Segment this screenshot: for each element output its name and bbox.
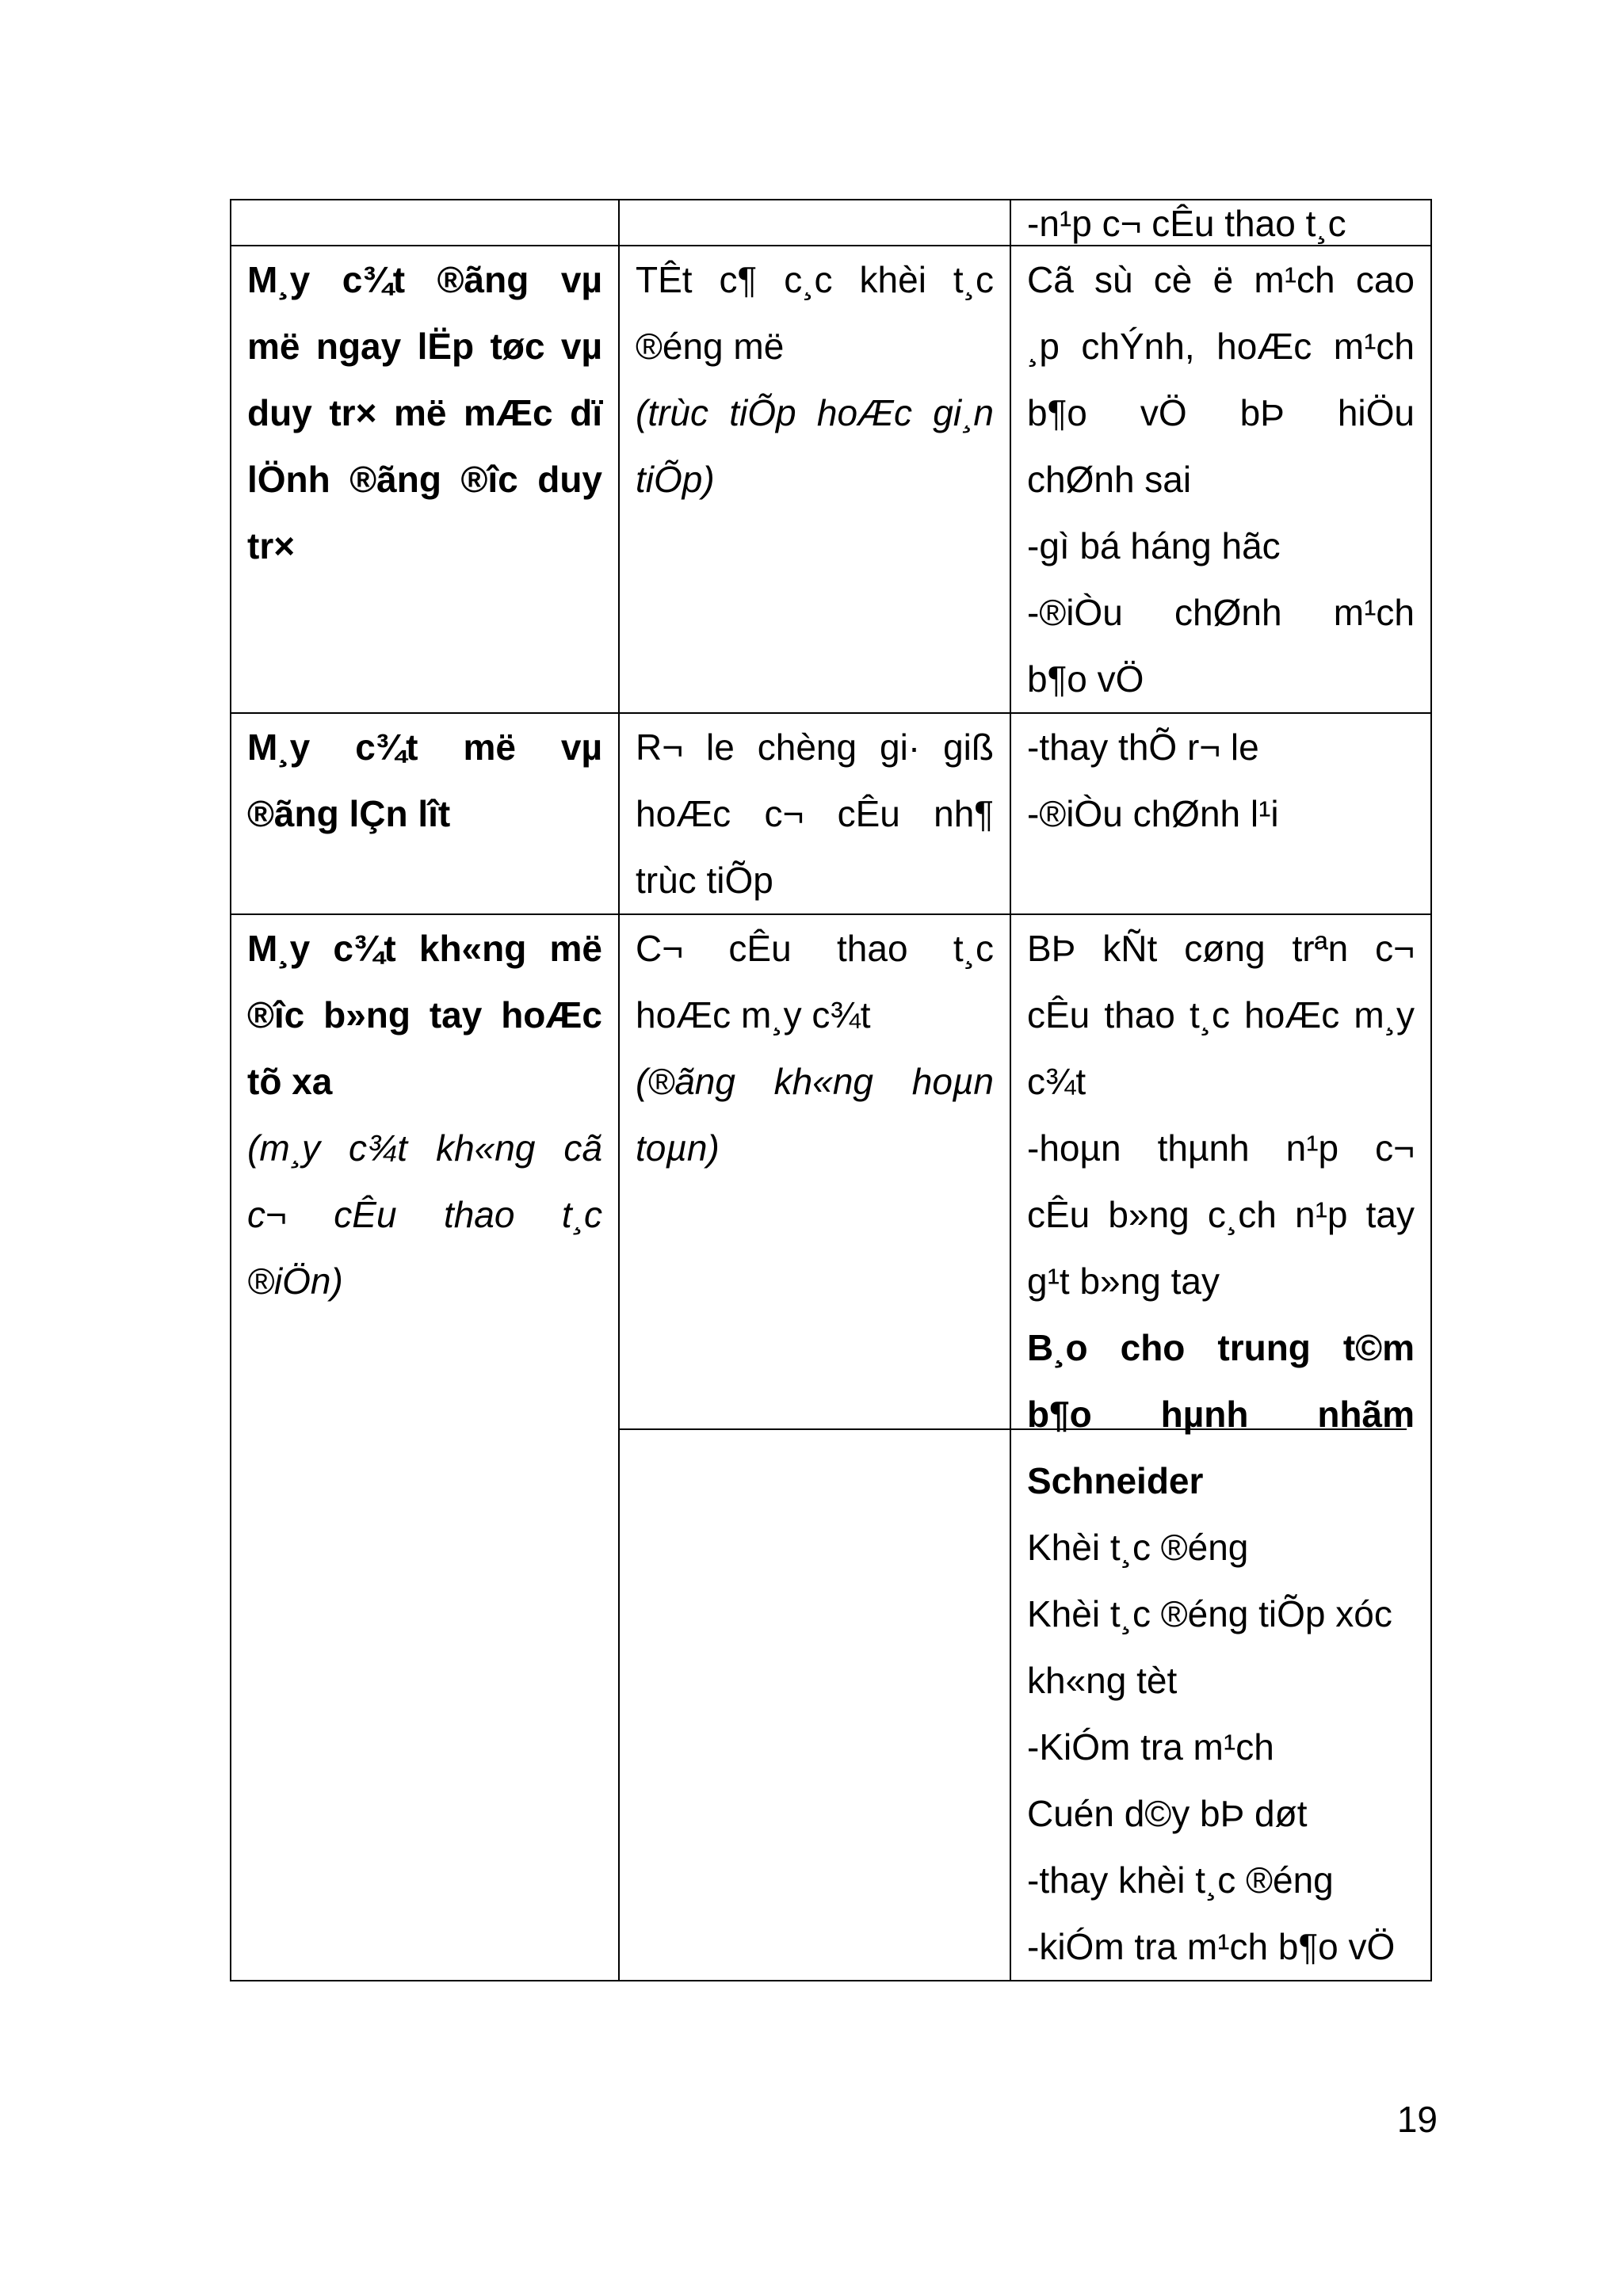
cell-text: chØnh sai <box>1027 459 1192 500</box>
cell-text: c¾t <box>1027 1061 1086 1102</box>
cell-text: ¸p chÝnh, hoÆc m¹ch <box>1027 326 1415 367</box>
cell-divider <box>618 1428 1407 1430</box>
cell-text: -®iÒu chØnh m¹ch <box>1027 592 1415 633</box>
cell-text: cÊu thao t¸c hoÆc m¸y <box>1027 994 1415 1035</box>
remedy-cell <box>1010 713 1431 914</box>
table-cell <box>231 200 619 246</box>
cell-text: M¸y c¾t ®ãng vµ <box>247 259 602 300</box>
cell-text: -n¹p c¬ cÊu thao t¸c <box>1027 203 1346 244</box>
cell-text: kh«ng tèt <box>1027 1660 1178 1701</box>
table-cell <box>1010 200 1431 246</box>
cell-text: (®ãng kh«ng hoµn <box>636 1061 994 1102</box>
cell-text: Schneider <box>1027 1460 1204 1501</box>
cell-text: M¸y c¾t më vµ <box>247 727 602 768</box>
cell-text: tõ xa <box>247 1061 333 1102</box>
cell-text: trùc tiÕp <box>636 860 773 901</box>
cell-text: lÖnh ®ãng ®îc duy <box>247 459 602 500</box>
cell-text: ®ãng lÇn lît <box>247 793 451 834</box>
cell-text: B¸o cho trung t©m <box>1027 1327 1415 1368</box>
cell-text: tr× <box>247 525 296 566</box>
cell-text: cÊu b»ng c¸ch n¹p tay <box>1027 1194 1415 1235</box>
cell-text: më ngay lËp tøc vµ <box>247 326 602 367</box>
cell-text: b¶o vÖ bÞ hiÖu <box>1027 392 1415 433</box>
cell-text: -kiÓm tra m¹ch b¶o vÖ <box>1027 1926 1396 1967</box>
fault-cell <box>231 713 619 914</box>
cell-text: -®iÒu chØnh l¹i <box>1027 793 1279 834</box>
page-number: 19 <box>1396 2099 1438 2140</box>
cell-text: hoÆc c¬ cÊu nh¶ <box>636 793 994 834</box>
cell-text: R¬ le chèng gi· giß <box>636 727 994 768</box>
cell-text: ®îc b»ng tay hoÆc <box>247 994 602 1035</box>
cell-text: b¶o hµnh nhãm <box>1027 1394 1415 1435</box>
cell-text: tiÕp) <box>636 459 715 500</box>
cell-text: toµn) <box>636 1127 720 1169</box>
cell-text: Khèi t¸c ®éng tiÕp xóc <box>1027 1593 1392 1634</box>
cause-cell <box>619 713 1010 914</box>
maintenance-table <box>230 199 1432 1981</box>
cell-text: (trùc tiÕp hoÆc gi¸n <box>636 392 994 433</box>
cell-text: M¸y c¾t kh«ng më <box>247 928 602 969</box>
cell-text: -hoµn thµnh n¹p c¬ <box>1027 1127 1415 1169</box>
table-row <box>231 713 1431 914</box>
cell-text: C¬ cÊu thao t¸c <box>636 928 994 969</box>
cell-text: -KiÓm tra m¹ch <box>1027 1726 1274 1768</box>
cell-text: TÊt c¶ c¸c khèi t¸c <box>636 259 994 300</box>
table-cell <box>619 200 1010 246</box>
cell-text: b¶o vÖ <box>1027 658 1144 700</box>
cell-text: (m¸y c¾t kh«ng cã <box>247 1127 602 1169</box>
cell-text: Cã sù cè ë m¹ch cao <box>1027 259 1415 300</box>
table-row <box>231 200 1431 246</box>
cell-text: ®éng më <box>636 326 785 367</box>
cell-text: g¹t b»ng tay <box>1027 1261 1220 1302</box>
cell-text: c¬ cÊu thao t¸c <box>247 1194 602 1235</box>
cell-text: -thay thÕ r¬ le <box>1027 727 1259 768</box>
table-row <box>231 914 1431 1981</box>
remedy-cell <box>1010 914 1431 1981</box>
cell-text: -gì bá háng hãc <box>1027 525 1281 566</box>
cause-cell <box>619 914 1010 1981</box>
remedy-cell <box>1010 246 1431 713</box>
fault-cell <box>231 246 619 713</box>
cell-text: Cuén d©y bÞ døt <box>1027 1793 1308 1834</box>
cell-text: hoÆc m¸y c¾t <box>636 994 871 1035</box>
fault-cell <box>231 914 619 1981</box>
cause-cell <box>619 246 1010 713</box>
cell-text: Khèi t¸c ®éng <box>1027 1527 1249 1568</box>
cell-text: BÞ kÑt cøng trªn c¬ <box>1027 928 1415 969</box>
table-row <box>231 246 1431 713</box>
cell-text: -thay khèi t¸c ®éng <box>1027 1859 1334 1901</box>
cell-text: duy tr× më mÆc dï <box>247 392 602 433</box>
cell-text: ®iÖn) <box>247 1261 343 1302</box>
